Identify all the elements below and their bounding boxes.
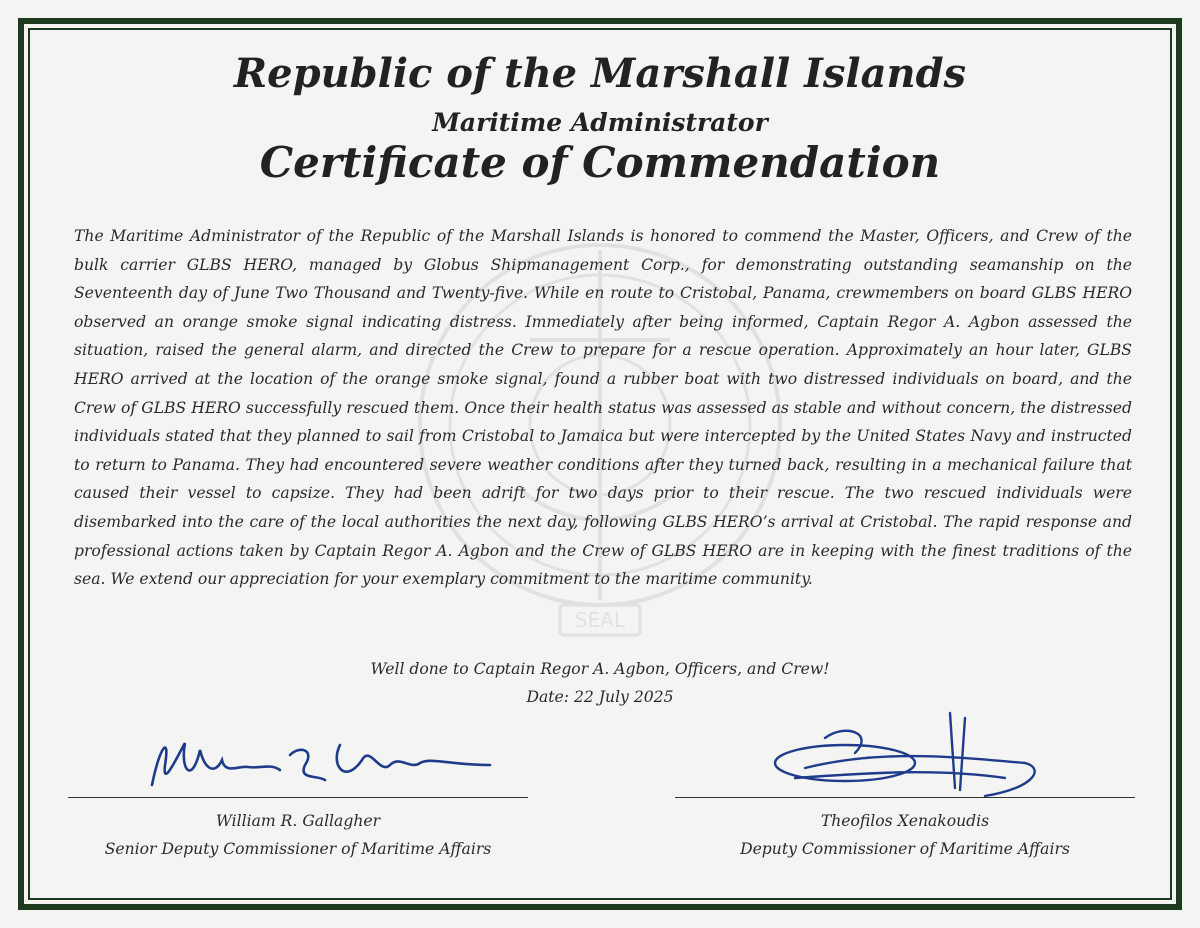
country-heading: Republic of the Marshall Islands [233, 50, 967, 97]
signatory-name: William R. Gallagher [215, 812, 381, 830]
seal-label: SEAL [574, 608, 626, 632]
certificate-date: Date: 22 July 2025 [526, 688, 674, 706]
signatory-title: Senior Deputy Commissioner of Maritime Affairs [104, 840, 492, 858]
certificate-title: Certificate of Commendation [259, 138, 941, 187]
office-heading: Maritime Administrator [432, 108, 768, 137]
commendation-body: The Maritime Administrator of the Republic of the Marshall Islands is honored to commend the Master, Officers, and Crew of the bulk carrier GLBS HERO, managed by Globus Shipmanagement Corp., for demonstrating outstanding seamanship on the Seventeenth day of June Two Thousand and Twenty-five. While en route to Cristobal, Panama, crewmembers on board GLBS HERO observed an orange smoke signal indicating distress. Immediately after being informed, Captain Regor A. Agbon assessed the situation, raised the general alarm, and directed the Crew to prepare for a rescue operation. Approximately an hour later, GLBS HERO arrived at the location of the orange smoke signal, found a rubber boat with two distressed individuals on board, and the Crew of GLBS HERO successfully rescued them. Once their health status was assessed as stable and without concern, the distressed individuals stated that they planned to sail from Cristobal to Jamaica but were intercepted by the United States Navy and instructed to return to Panama. They had encountered severe weather conditions after they turned back, resulting in a mechanical failure that caused their vessel to capsize. They had been adrift for two days prior to their rescue. The two rescued individuals were disembarked into the care of the local authorities the next day, following GLBS HERO’s arrival at Cristobal. The rapid response and professional actions taken by Captain Regor A. Agbon and the Crew of GLBS HERO are in keeping with the finest traditions of the sea. We extend our appreciation for your exemplary commitment to the maritime community. [74, 227, 1132, 589]
signature-line-right [675, 797, 1135, 798]
signature-xenakoudis [765, 708, 1055, 808]
closing-line: Well done to Captain Regor A. Agbon, Officers, and Crew! [370, 660, 830, 678]
signatory-name: Theofilos Xenakoudis [820, 812, 990, 830]
signature-line-left [68, 797, 528, 798]
signatory-title: Deputy Commissioner of Maritime Affairs [740, 840, 1070, 858]
signature-gallagher [130, 725, 500, 805]
